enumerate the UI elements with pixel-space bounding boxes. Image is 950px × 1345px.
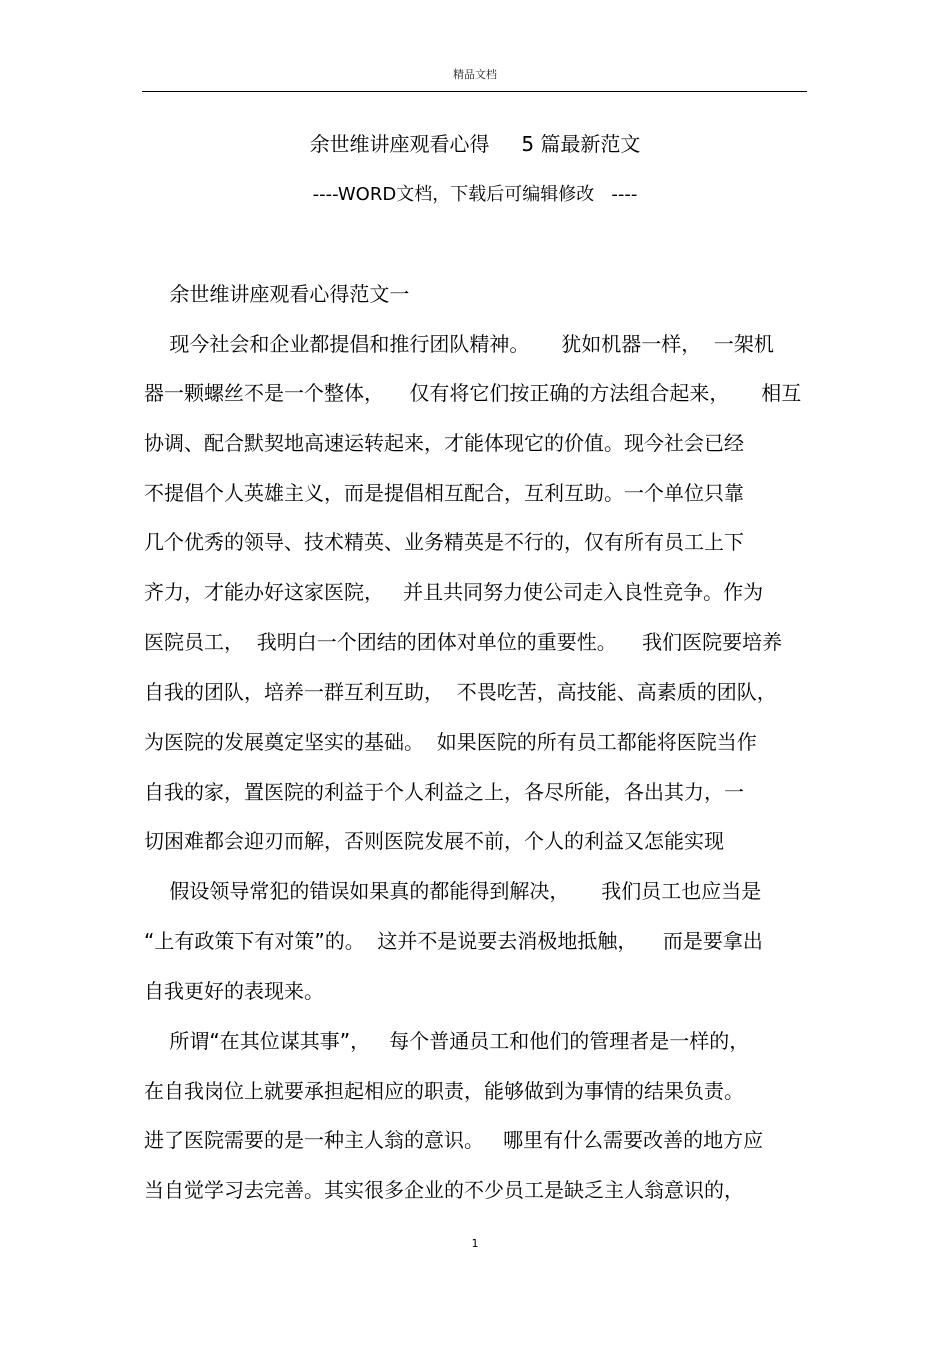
body-line: 自我的家，置医院的利益于个人利益之上，各尽所能，各出其力，一 [144,780,744,804]
body-line: “上有政策下有对策”的。 这并不是说要去消极地抵触， 而是要拿出 [144,929,763,953]
body-line: 假设领导常犯的错误如果真的都能得到解决， 我们员工也应当是 [144,879,762,903]
document-title: 余世维讲座观看心得 5 篇最新范文 [309,132,641,156]
body-line: 几个优秀的领导、技术精英、业务精英是不行的，仅有所有员工上下 [144,530,744,554]
page-header: 精品文档 [453,68,497,81]
body-line: 医院员工， 我明白一个团结的团体对单位的重要性。 我们医院要培养 [144,630,783,654]
body-line: 当自觉学习去完善。其实很多企业的不少员工是缺乏主人翁意识的， [144,1178,744,1202]
body-line: 切困难都会迎刃而解，否则医院发展不前，个人的利益又怎能实现 [144,829,724,853]
body-line: 协调、配合默契地高速运转起来，才能体现它的价值。现今社会已经 [144,431,744,455]
body-line: 所谓“在其位谋其事”， 每个普通员工和他们的管理者是一样的， [144,1029,750,1053]
header-divider [142,91,807,92]
body-line: 自我更好的表现来。 [144,979,324,1003]
body-line: 现今社会和企业都提倡和推行团队精神。 犹如机器一样， 一架机 [144,332,774,356]
body-line: 在自我岗位上就要承担起相应的职责，能够做到为事情的结果负责。 [144,1079,744,1103]
body-line: 齐力，才能办好这家医院， 并且共同努力使公司走入良性竞争。作为 [144,580,764,604]
body-line: 器一颗螺丝不是一个整体， 仅有将它们按正确的方法组合起来， 相互 [144,381,802,405]
body-line: 不提倡个人英雄主义，而是提倡相互配合，互利互助。一个单位只靠 [144,481,744,505]
page-number: 1 [471,1237,479,1250]
body-line: 进了医院需要的是一种主人翁的意识。 哪里有什么需要改善的地方应 [144,1128,764,1152]
body-line: 为医院的发展奠定坚实的基础。 如果医院的所有员工都能将医院当作 [144,730,757,754]
document-subtitle: ----WORD文档，下载后可编辑修改 ---- [312,184,638,205]
body-line: 自我的团队，培养一群互利互助， 不畏吃苦，高技能、高素质的团队， [144,680,777,704]
section-heading: 余世维讲座观看心得范文一 [144,282,410,306]
